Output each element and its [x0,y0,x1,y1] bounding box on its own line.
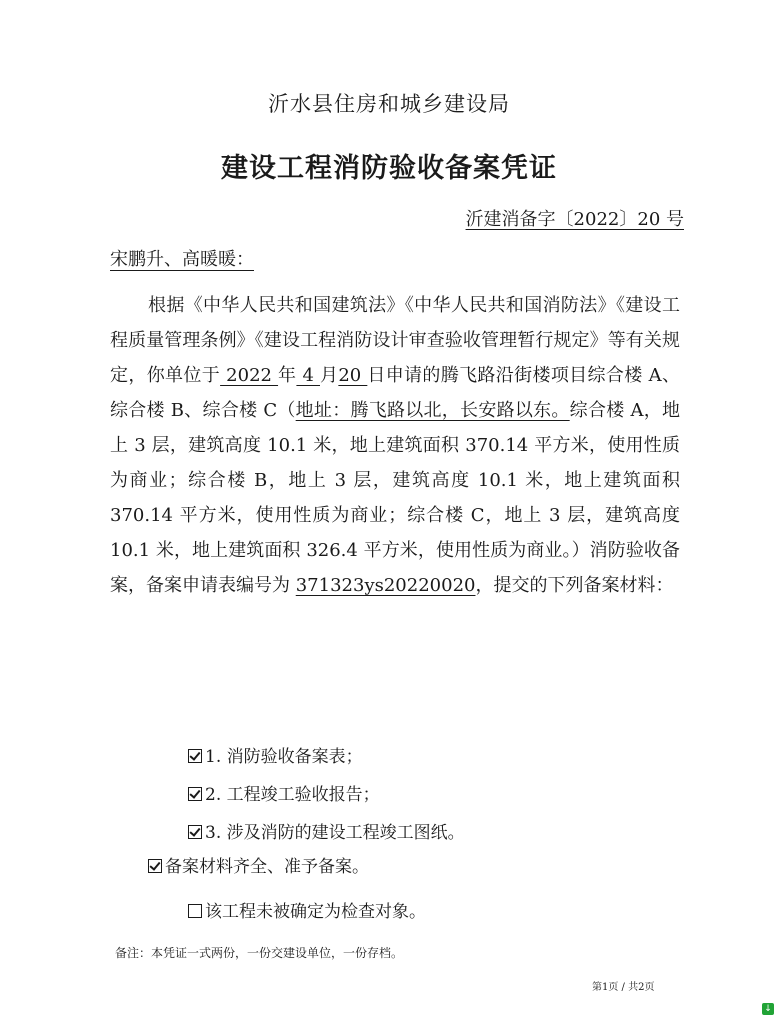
building-details: 综合楼 A，地上 3 层，建筑高度 10.1 米，地上建筑面积 370.14 平方米，使用性质为商业；综合楼 B，地上 3 层，建筑高度 10.1 米，地上建筑面积 370.14 平方米，使用性质为商业；综合楼 C，地上 3 层，建筑高度 10.1 米，地上建筑面积 326.4 平方米，使用性质为商业。）消防验收备案，备案申请表编号为 [110,400,680,596]
checked-box-icon [188,825,202,839]
application-year: 2022 [220,365,279,386]
decision-label: 备案材料齐全、准予备案。 [165,857,369,877]
document-number: 沂建消备字〔2022〕20 号 [465,209,684,230]
material-item [188,776,465,814]
application-number: 371323ys20220020 [295,575,476,596]
remark-note: 备注：本凭证一式两份，一份交建设单位，一份存档。 [115,946,404,960]
application-day: 20 [338,365,368,386]
decision-inspection [188,897,426,922]
checked-box-icon [148,859,162,873]
project-description: 日申请的腾飞路沿街楼项目综合楼 A、综合楼 B、综合楼 C（ [110,365,680,421]
body-paragraph [110,288,680,603]
project-address: 地址：腾飞路以北，长安路以东。 [295,400,570,421]
page-indicator: 第1页 / 共2页 [592,982,655,993]
checked-box-icon [188,749,202,763]
application-month: 4 [296,365,320,386]
material-label: 1. 消防验收备案表； [205,747,363,767]
body-tail: ，提交的下列备案材料： [475,575,674,596]
download-badge-icon[interactable]: ↓ [762,1003,774,1015]
material-item [188,814,465,852]
body-intro: 根据《中华人民共和国建筑法》《中华人民共和国消防法》《建设工程质量管理条例》《建设工程消防设计审查验收管理暂行规定》等有关规定，你单位于 [110,295,680,386]
material-label: 2. 工程竣工验收报告； [205,785,380,805]
document-title: 建设工程消防验收备案凭证 [221,153,557,184]
materials-list [188,738,465,852]
addressee: 宋鹏升、高暖暖： [110,249,254,270]
year-label: 年 [278,365,297,386]
checked-box-icon [188,787,202,801]
decision-label: 该工程未被确定为检查对象。 [205,902,426,922]
material-label: 3. 涉及消防的建设工程竣工图纸。 [205,823,465,843]
issuing-agency: 沂水县住房和城乡建设局 [268,92,510,116]
month-label: 月 [320,365,339,386]
decision-approved [148,852,369,877]
material-item [188,738,465,776]
unchecked-box-icon [188,904,202,918]
